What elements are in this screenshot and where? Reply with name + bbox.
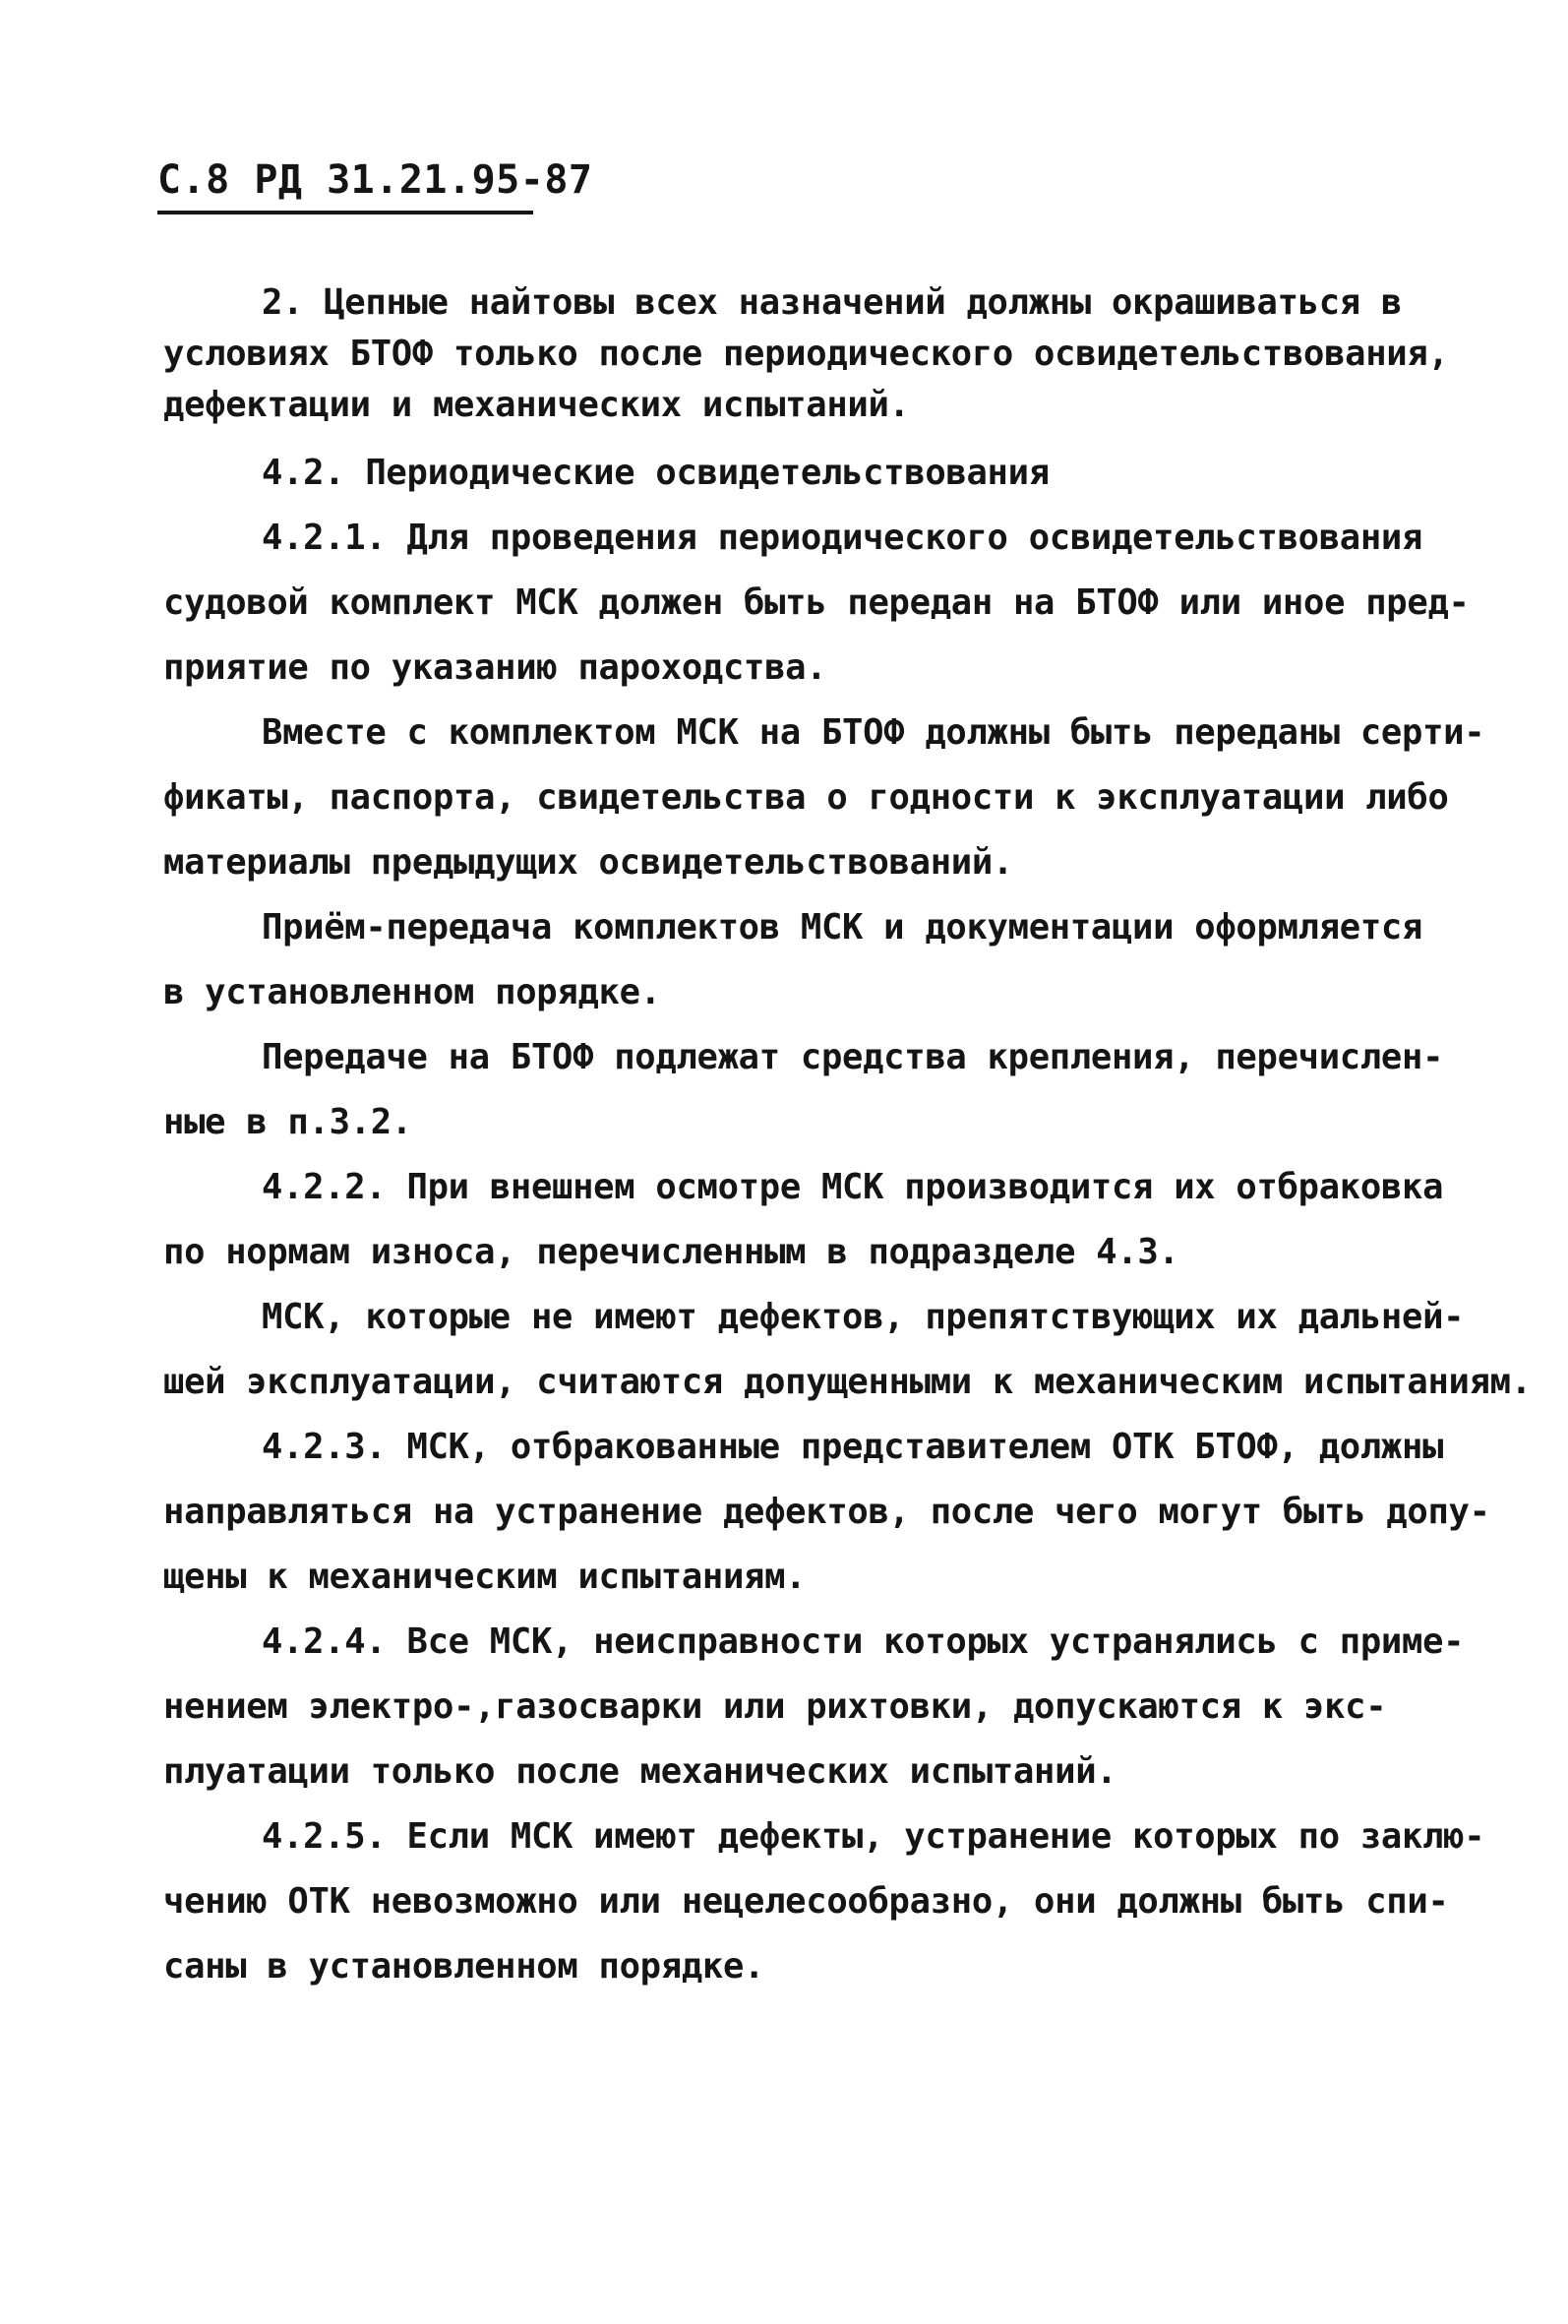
text-line: 4.2. Периодические освидетельствования [262, 453, 1050, 493]
header-underline [157, 211, 533, 214]
text-line: фикаты, паспорта, свидетельства о годности к эксплуатации либо [163, 777, 1449, 818]
text-line: условиях БТОФ только после периодического освидетельствования, [163, 334, 1449, 374]
text-line: 4.2.4. Все МСК, неисправности которых устранялись с приме- [262, 1621, 1465, 1662]
page-header: С.8 РД 31.21.95-87 [157, 157, 593, 203]
text-line: судовой комплект МСК должен быть передан на БТОФ или иное пред- [163, 582, 1470, 623]
text-line: нением электро-,газосварки или рихтовки, допускаются к экс- [163, 1686, 1387, 1727]
text-line: 4.2.1. Для проведения периодического освидетельствования [262, 518, 1423, 558]
text-line: ные в п.3.2. [163, 1102, 412, 1142]
paragraph-chain-lashings [163, 277, 1449, 431]
text-line: Передаче на БТОФ подлежат средства крепления, перечислен- [262, 1037, 1444, 1077]
text-line: чению ОТК невозможно или нецелесообразно, они должны быть спи- [163, 1881, 1449, 1922]
text-line: Вместе с комплектом МСК на БТОФ должны быть переданы серти- [262, 712, 1485, 753]
text-line: Приём-передача комплектов МСК и документации оформляется [262, 907, 1423, 948]
paragraph-4-2-1 [163, 506, 1470, 701]
paragraph-documents-transfer [163, 701, 1485, 895]
paragraph-items-transferred [163, 1025, 1442, 1155]
text-line: в установленном порядке. [163, 972, 661, 1012]
paragraph-admitted-to-tests [163, 1285, 1532, 1415]
text-line: направляться на устранение дефектов, после чего могут быть допу- [163, 1492, 1490, 1532]
text-line: щены к механическим испытаниям. [163, 1557, 807, 1597]
paragraph-4-2-3 [163, 1415, 1490, 1610]
paragraph-4-2-5 [163, 1804, 1485, 1999]
paragraph-handover [163, 895, 1442, 1025]
paragraph-4-2-4 [163, 1610, 1465, 1804]
text-line: 2. Цепные найтовы всех назначений должны окрашиваться в [262, 282, 1403, 323]
text-line: саны в установленном порядке. [163, 1946, 765, 1987]
text-line: приятие по указанию пароходства. [163, 647, 827, 688]
document-body [163, 277, 1532, 1999]
text-line: плуатации только после механических испытаний. [163, 1751, 1117, 1792]
text-line: МСК, которые не имеют дефектов, препятствующих их дальней- [262, 1297, 1465, 1337]
text-line: шей эксплуатации, считаются допущенными к механическим испытаниям. [163, 1362, 1532, 1402]
text-line: 4.2.3. МСК, отбракованные представителем ОТК БТОФ, должны [262, 1427, 1444, 1467]
text-line: 4.2.2. При внешнем осмотре МСК производится их отбраковка [262, 1167, 1444, 1207]
text-line: 4.2.5. Если МСК имеют дефекты, устранение которых по заклю- [262, 1816, 1485, 1857]
text-line: материалы предыдущих освидетельствований. [163, 842, 1013, 883]
paragraph-4-2-2 [163, 1155, 1442, 1285]
section-heading-4-2 [163, 441, 1442, 506]
text-line: дефектации и механических испытаний. [163, 385, 910, 425]
text-line: по нормам износа, перечисленным в подразделе 4.3. [163, 1232, 1179, 1272]
